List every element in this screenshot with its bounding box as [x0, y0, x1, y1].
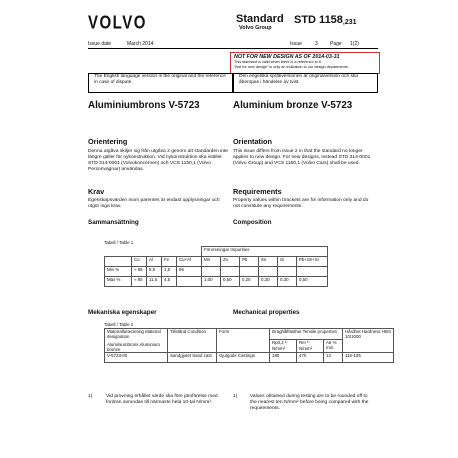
- language-note-en: The English language version is the original and the reference in case of dispute.: [88, 73, 233, 93]
- table-cell: Materialbeteckning Material designation Aluminiumbrons Aluminium bronze: [105, 329, 168, 353]
- heading-composition: Composition: [233, 219, 272, 226]
- text-orientering: Denna utgåva skiljer sig från utgåva 2 genom att standarden inte längre gäller för nykonstruktion. Vid nykonstruktion ska istället STD 314-0001 (Volvokoncernen) och VCS 1150,1 (Volvo Personvagnar) användas.: [88, 149, 229, 172]
- footnote-marker-en: 1): [233, 394, 238, 399]
- heading-requirements: Requirements: [233, 187, 282, 196]
- heading-krav: Krav: [88, 187, 105, 196]
- doc-type: Standard: [236, 13, 284, 25]
- table-cell: Mn: [202, 257, 221, 267]
- table-cell: Al: [147, 257, 162, 267]
- heading-mekaniska-egenskaper: Mekaniska egenskaper: [88, 309, 157, 316]
- table-cell: 115-135: [343, 353, 394, 363]
- table-cell: Hårdhet Hardness HBS 10/1000: [343, 329, 394, 353]
- table-cell: 8,5: [147, 267, 162, 277]
- standard-number: STD $1158_{,231}$: [294, 14, 357, 26]
- issue-number: 3: [315, 41, 318, 47]
- table-cell: Form: [217, 329, 270, 353]
- table-row: [105, 267, 328, 277]
- table-cell: A5 % min.: [324, 339, 343, 352]
- issue-date: March 2014: [127, 41, 154, 47]
- table-cell: 0,50: [297, 277, 328, 287]
- table-cell: 0,50: [221, 277, 240, 287]
- issue-date-label: Issue date: [88, 41, 112, 47]
- header-divider: [88, 48, 378, 49]
- table-cell: [297, 267, 328, 277]
- table-cell: Rp0,2 ¹⁾ N/mm²: [270, 339, 297, 352]
- table-cell: 0,30: [259, 277, 278, 287]
- table-cell: [221, 267, 240, 277]
- table-cell: [259, 267, 278, 277]
- table-cell: [202, 267, 221, 277]
- notice-line-2: "Not for new design" is only an indication to our design departments.: [234, 64, 349, 69]
- table-cell: Draghållfasthet Tensile properties: [270, 329, 343, 340]
- table-header-row: [105, 257, 328, 267]
- table-cell: 11,5: [147, 277, 162, 287]
- table-cell: Max %: [105, 277, 132, 287]
- heading-sammansattning: Sammansättning: [88, 219, 139, 226]
- table-cell: 13: [324, 353, 343, 363]
- volvo-logo: VOLVO: [88, 12, 147, 34]
- table-cell: 1,5: [162, 267, 177, 277]
- footnote-marker-sv: 1): [88, 394, 93, 399]
- not-for-new-design-notice: [230, 52, 380, 74]
- text-krav: Egenskapsvärden inom parentes är endast upplysningar och utgör inga krav.: [88, 198, 220, 209]
- table-cell: Pb: [240, 257, 259, 267]
- table-cell: 0,25: [240, 277, 259, 287]
- page-label: Page: [330, 41, 342, 47]
- language-note-sv: Den engelska språkversionen är originalversion och ska åberopas i händelse av tvist.: [233, 73, 378, 93]
- table-cell: 180: [270, 353, 297, 363]
- impurities-header: Föroreningar Impurities: [202, 247, 328, 257]
- footnote-en: Values obtained during testing are to be rounded off to the nearest ten N/mm² before being compared with the requirements.: [250, 394, 369, 411]
- table-header-row: [105, 329, 394, 340]
- table-cell: 1,00: [202, 277, 221, 287]
- table-row: [105, 277, 328, 287]
- page-number: 1(2): [350, 41, 359, 47]
- table-cell: 0,30: [278, 277, 297, 287]
- table-row: [105, 353, 394, 363]
- text-requirements: Property values within brackets are for information only and do not constitute any requirements.: [233, 198, 369, 209]
- table-cell: Tillstånd Condition: [168, 329, 217, 353]
- table-cell: Sn: [259, 257, 278, 267]
- table-cell: [177, 277, 202, 287]
- table-cell: Si: [278, 257, 297, 267]
- table-cell: ≈ 85: [132, 267, 147, 277]
- text-orientation: This issue differs from issue 2 in that the standard no longer applies to new design. For new designs, instead STD 314-0001 (Volvo Group) and VCS 1150,1 (Volvo Cars) shall be used.: [233, 149, 371, 166]
- table-cell: Min %: [105, 267, 132, 277]
- table-cell: Pb+Sn+Si: [297, 257, 328, 267]
- heading-orientation: Orientation: [233, 137, 272, 146]
- table-cell: 470: [297, 353, 324, 363]
- footnote-sv: Vid provning erhållet värde ska före jämförelse med fordran avrundas till närmaste hela 10-tal N/mm².: [106, 394, 218, 405]
- table-cell: Fe: [162, 257, 177, 267]
- table-cell: Cu+Al: [177, 257, 202, 267]
- table-cell: 4,5: [162, 277, 177, 287]
- notice-line-1: This standard is valid when there is a reference to it.: [234, 60, 322, 64]
- table-cell: V-5723-00: [105, 353, 168, 363]
- title-swedish: Aluminiumbrons V-5723: [88, 100, 200, 111]
- table-cell: Rm ¹⁾ N/mm²: [297, 339, 324, 352]
- table-cell: Sandgjutet Sand cast: [168, 353, 217, 363]
- group-name: Volvo Group: [239, 25, 272, 31]
- heading-orientering: Orientering: [88, 137, 128, 146]
- table1-caption: Tabell / Table 1: [104, 240, 134, 245]
- table-cell: [240, 267, 259, 277]
- mechanical-table: [104, 328, 394, 363]
- table-cell: ≈ 85: [132, 277, 147, 287]
- table-cell: 95: [177, 267, 202, 277]
- composition-table: [104, 246, 328, 287]
- table-cell: [278, 267, 297, 277]
- issue-label: Issue: [290, 41, 302, 47]
- notice-title: NOT FOR NEW DESIGN AS OF 2014-03-31: [234, 54, 340, 60]
- table2-caption: Tabell / Table 2: [104, 322, 134, 327]
- heading-mechanical-properties: Mechanical properties: [233, 309, 300, 316]
- table-cell: Cu: [132, 257, 147, 267]
- table-cell: [105, 257, 132, 267]
- title-english: Aluminium bronze V-5723: [233, 100, 353, 111]
- table-cell: Zn: [221, 257, 240, 267]
- table-cell: Gjutgods Castings: [217, 353, 270, 363]
